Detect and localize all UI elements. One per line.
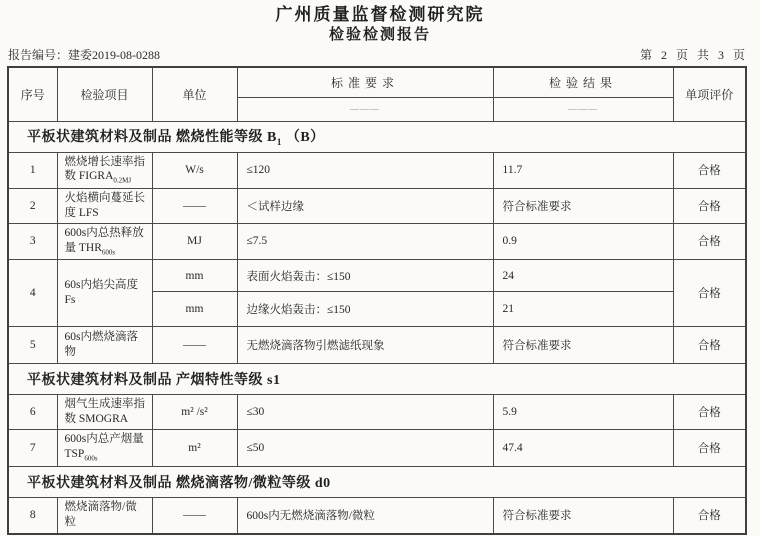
test-item-text: 60s内焰尖高度 Fs [64, 279, 138, 307]
test-result: 符合标准要求 [493, 188, 673, 223]
row-no: 6 [8, 395, 57, 430]
test-item-subscript: 0.2MJ [113, 176, 132, 185]
test-item-subscript: 600s [101, 248, 116, 257]
table-row-2 [8, 188, 746, 223]
section-row-burning [8, 121, 746, 152]
col-header-result: 检验结果 [493, 67, 673, 97]
test-result: 47.4 [493, 430, 673, 467]
table-row-7 [8, 430, 746, 467]
evaluation: 合格 [673, 327, 746, 364]
test-item [57, 430, 152, 467]
test-results-table [7, 66, 747, 535]
table-row-1 [8, 152, 746, 188]
unit: mm [152, 260, 237, 292]
col-header-evaluation: 单项评价 [673, 67, 746, 121]
test-result: 24 [493, 260, 673, 292]
unit: —— [152, 188, 237, 223]
test-result: 符合标准要求 [493, 327, 673, 364]
section-title-suffix: （B） [281, 130, 325, 146]
test-item-text: 燃烧增长速率指数 FIGRA [64, 155, 145, 183]
result-subheader-dash: ——— [493, 97, 673, 121]
section-title-text: 平板状建筑材料及制品 燃烧性能等级 B [27, 130, 277, 146]
test-result: 符合标准要求 [493, 498, 673, 534]
row-no: 3 [8, 223, 57, 259]
evaluation: 合格 [673, 260, 746, 327]
standard-requirement: ＜试样边缘 [237, 188, 493, 223]
test-item [57, 188, 152, 223]
standard-requirement: ≤30 [237, 395, 493, 430]
col-header-item: 检验项目 [57, 67, 152, 121]
evaluation: 合格 [673, 430, 746, 467]
table-row-5 [8, 327, 746, 364]
section-row-smoke [8, 364, 746, 395]
section-title-smoke: 平板状建筑材料及制品 产烟特性等级 s1 [8, 364, 746, 395]
unit: —— [152, 498, 237, 534]
table-header-row [8, 67, 746, 97]
evaluation: 合格 [673, 152, 746, 188]
test-item [57, 498, 152, 534]
page-indicator: 第 2 页 共 3 页 [639, 48, 748, 62]
col-header-standard: 标准要求 [237, 67, 493, 97]
document-header [0, 0, 760, 45]
standard-requirement: ≤50 [237, 430, 493, 467]
test-item [57, 260, 152, 327]
section-title-droplets: 平板状建筑材料及制品 燃烧滴落物/微粒等级 d0 [8, 467, 746, 498]
col-header-unit: 单位 [152, 67, 237, 121]
row-no: 2 [8, 188, 57, 223]
row-no: 4 [8, 260, 57, 327]
section-row-droplets [8, 467, 746, 498]
table-row-3 [8, 223, 746, 259]
table-row-4a [8, 260, 746, 292]
evaluation: 合格 [673, 223, 746, 259]
test-item [57, 152, 152, 188]
row-no: 8 [8, 498, 57, 534]
col-header-no: 序号 [8, 67, 57, 121]
standard-requirement: ≤7.5 [237, 223, 493, 259]
test-result: 11.7 [493, 152, 673, 188]
unit: W/s [152, 152, 237, 188]
row-no: 7 [8, 430, 57, 467]
unit: m² [152, 430, 237, 467]
report-number: 报告编号：建委2019-08-0288 [8, 48, 160, 62]
evaluation: 合格 [673, 498, 746, 534]
test-item-subscript: 600s [84, 454, 98, 463]
standard-requirement: 表面火焰轰击：≤150 [237, 260, 493, 292]
standard-requirement: 边缘火焰轰击：≤150 [237, 292, 493, 327]
unit: —— [152, 327, 237, 364]
meta-row [0, 45, 760, 66]
report-title: 检验检测报告 [328, 27, 431, 43]
standard-requirement: ≤120 [237, 152, 493, 188]
table-row-6 [8, 395, 746, 430]
test-item [57, 327, 152, 364]
evaluation: 合格 [673, 395, 746, 430]
table-row-8 [8, 498, 746, 534]
test-item-text: 600s内总产烟量 TSP [64, 433, 144, 461]
test-result: 21 [493, 292, 673, 327]
section-title-burning [8, 121, 746, 152]
test-item [57, 223, 152, 259]
evaluation: 合格 [673, 188, 746, 223]
test-item-text: 燃烧滴落物/微粒 [64, 501, 137, 529]
unit: MJ [152, 223, 237, 259]
test-item-text: 烟气生成速率指数 SMOGRA [64, 398, 145, 426]
test-item-text: 60s内燃烧滴落物 [64, 331, 138, 359]
organization-title: 广州质量监督检测研究院 [275, 5, 485, 24]
standard-requirement: 无燃烧滴落物引燃滤纸现象 [237, 327, 493, 364]
test-item [57, 395, 152, 430]
row-no: 5 [8, 327, 57, 364]
test-item-text: 600s内总热释放量 THR [64, 226, 144, 254]
unit: m² /s² [152, 395, 237, 430]
test-result: 0.9 [493, 223, 673, 259]
row-no: 1 [8, 152, 57, 188]
standard-subheader-dash: ——— [237, 97, 493, 121]
test-result: 5.9 [493, 395, 673, 430]
standard-requirement: 600s内无燃烧滴落物/微粒 [237, 498, 493, 534]
section-title-subscript: 1 [276, 136, 282, 147]
test-item-text: 火焰横向蔓延长度 LFS [64, 191, 145, 219]
unit: mm [152, 292, 237, 327]
